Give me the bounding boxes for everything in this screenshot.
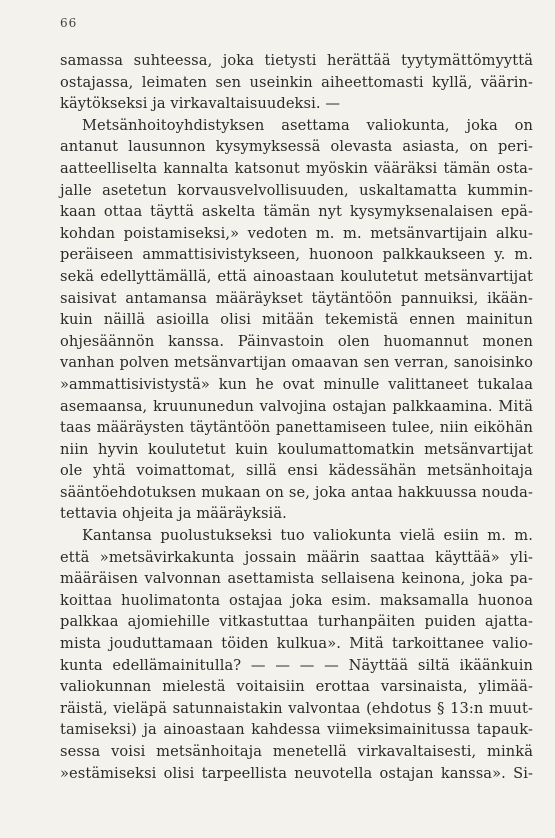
text-line: »estämiseksi olisi tarpeellista neuvotella ostajan kanssa». Si- xyxy=(60,764,533,782)
text-line: kuin näillä asioilla olisi mitään tekemistä ennen mainitun xyxy=(60,311,533,329)
text-line: kaan ottaa täyttä askelta tämän nyt kysymyksenalaisen epä- xyxy=(60,203,533,221)
text-line: antanut lausunnon kysymyksessä olevasta asiasta, on peri- xyxy=(60,138,533,156)
text-line: mista jouduttamaan töiden kulkua». Mitä tarkoittanee valio- xyxy=(60,635,533,653)
text-line: ostajassa, leimaten sen useinkin aiheettomasti kyllä, väärin- xyxy=(60,73,533,91)
text-line: samassa suhteessa, joka tietysti herättää tyytymättömyyttä xyxy=(60,52,533,69)
text-line: ohjesäännön kanssa. Päinvastoin olen huomannut monen xyxy=(60,332,533,350)
text-line: kunta edellämainitulla? — — — — Näyttää siltä ikäänkuin xyxy=(60,656,533,674)
text-line: »ammattisivistystä» kun he ovat minulle valittaneet tukalaa xyxy=(60,375,533,393)
text-line: jalle asetetun korvausvelvollisuuden, uskaltamatta kummin- xyxy=(60,181,533,199)
body-text xyxy=(60,50,533,784)
text-line: peräiseen ammattisivistykseen, huonoon palkkaukseen y. m. xyxy=(60,246,533,264)
text-line: sääntöehdotuksen mukaan on se, joka antaa hakkuussa nouda- xyxy=(60,483,533,501)
page-number: 66 xyxy=(60,16,78,30)
text-line: taas määräysten täytäntöön panettamiseen tulee, niin eiköhän xyxy=(60,419,533,437)
text-line: Kantansa puolustukseksi tuo valiokunta vielä esiin m. m. xyxy=(82,527,533,545)
text-line: että »metsävirkakunta jossain määrin saattaa käyttää» yli- xyxy=(60,548,533,566)
text-line: valiokunnan mielestä voitaisiin erottaa varsinaista, ylimää- xyxy=(60,678,533,696)
text-line: käytökseksi ja virkavaltaisuudeksi. — xyxy=(60,95,341,113)
text-line: kohdan poistamiseksi,» vedoten m. m. metsänvartijain alku- xyxy=(60,224,533,242)
text-line: ole yhtä voimattomat, sillä ensi kädessähän metsänhoitaja xyxy=(60,462,533,480)
text-line: räistä, vieläpä satunnaistakin valvontaa (ehdotus § 13:n muut- xyxy=(60,699,533,717)
text-line: aatteelliselta kannalta katsonut myöskin vääräksi tämän osta- xyxy=(60,159,533,177)
text-line: palkkaa ajomiehille vitkastuttaa turhanpäiten puiden ajatta- xyxy=(60,613,533,631)
text-line: määräisen valvonnan asettamista sellaisena keinona, joka pa- xyxy=(60,570,533,588)
text-line: sekä edellyttämällä, että ainoastaan koulutetut metsänvartijat xyxy=(60,267,533,285)
text-line: saisivat antamansa määräykset täytäntöön pannuiksi, ikään- xyxy=(60,289,533,307)
text-line: sessa voisi metsänhoitaja menetellä virkavaltaisesti, minkä xyxy=(60,743,533,760)
text-line: koittaa huolimatonta ostajaa joka esim. maksamalla huonoa xyxy=(60,591,533,609)
text-line: vanhan polven metsänvartijan omaavan sen verran, sanoisinko xyxy=(60,354,533,372)
text-line: niin hyvin koulutetut kuin koulumattomatkin metsänvartijat xyxy=(60,440,533,458)
text-line: Metsänhoitoyhdistyksen asettama valiokunta, joka on xyxy=(82,116,533,134)
text-line: tamiseksi) ja ainoastaan kahdessa viimeksimainitussa tapauk- xyxy=(60,721,533,739)
text-line: asemaansa, kruununedun valvojina ostajan palkkaamina. Mitä xyxy=(60,397,533,415)
text-line: tettavia ohjeita ja määräyksiä. xyxy=(60,505,287,523)
